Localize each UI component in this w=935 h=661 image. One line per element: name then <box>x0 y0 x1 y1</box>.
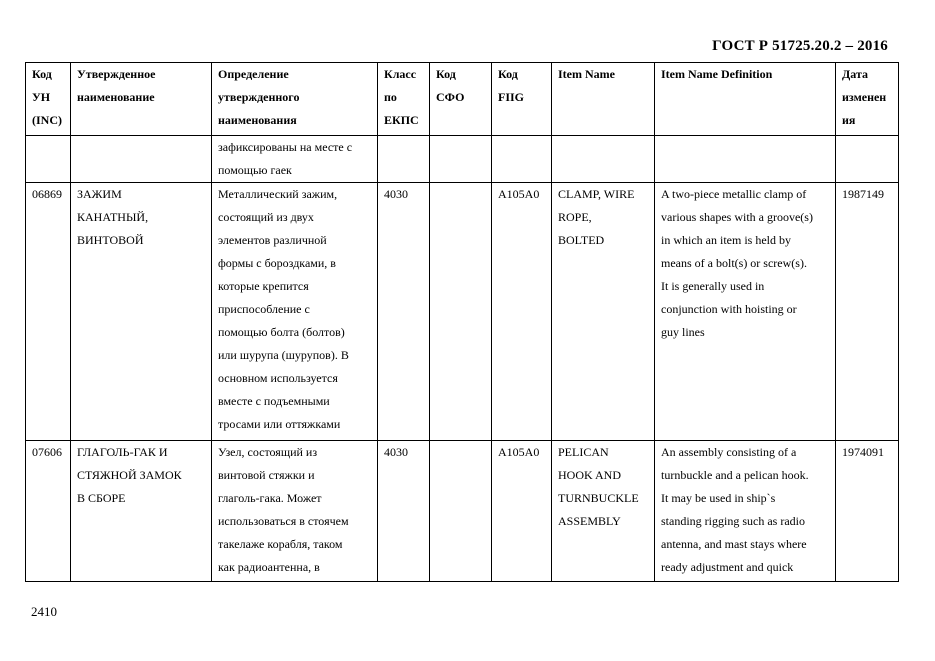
table-cell: A105A0 <box>492 441 552 582</box>
col-header-change-date: Дата изменен ия <box>836 63 899 136</box>
table-cell: 4030 <box>378 183 430 441</box>
table-cell: Узел, состоящий из винтовой стяжки и глаголь-гака. Может использоваться в стоячем такелаже корабля, таком как радиоантенна, в <box>212 441 378 582</box>
nomenclature-table <box>25 62 899 582</box>
table-cell: ГЛАГОЛЬ-ГАК И СТЯЖНОЙ ЗАМОК В СБОРЕ <box>71 441 212 582</box>
document-code: ГОСТ Р 51725.20.2 – 2016 <box>712 38 888 54</box>
table-cell: CLAMP, WIRE ROPE, BOLTED <box>552 183 655 441</box>
table-cell <box>492 136 552 183</box>
table-cell: 1974091 <box>836 441 899 582</box>
table-cell <box>655 136 836 183</box>
table-cell <box>378 136 430 183</box>
table-cell: 07606 <box>26 441 71 582</box>
table-cell: 1987149 <box>836 183 899 441</box>
page-number: 2410 <box>31 604 57 619</box>
table-cell: An assembly consisting of a turnbuckle and a pelican hook. It may be used in ship`s standing rigging such as radio antenna, and mast stays where ready adjustment and quick <box>655 441 836 582</box>
table-cell: PELICAN HOOK AND TURNBUCKLE ASSEMBLY <box>552 441 655 582</box>
col-header-ekps-class: Класс по ЕКПС <box>378 63 430 136</box>
table-cell <box>430 183 492 441</box>
col-header-fiig-code: Код FIIG <box>492 63 552 136</box>
col-header-inc-code: Код УН (INC) <box>26 63 71 136</box>
table-cell <box>836 136 899 183</box>
table-cell: ЗАЖИМ КАНАТНЫЙ, ВИНТОВОЙ <box>71 183 212 441</box>
table-cell <box>71 136 212 183</box>
col-header-item-name-definition: Item Name Definition <box>655 63 836 136</box>
table-cell: зафиксированы на месте с помощью гаек <box>212 136 378 183</box>
table-cell: A105A0 <box>492 183 552 441</box>
col-header-item-name: Item Name <box>552 63 655 136</box>
col-header-approved-name: Утвержденное наименование <box>71 63 212 136</box>
table-cell: A two-piece metallic clamp of various shapes with a groove(s) in which an item is held by means of a bolt(s) or screw(s). It is generally used in conjunction with hoisting or guy lines <box>655 183 836 441</box>
table-row <box>26 441 899 582</box>
table-cell <box>26 136 71 183</box>
table-row <box>26 183 899 441</box>
table-cell <box>552 136 655 183</box>
table-row <box>26 136 899 183</box>
table-cell <box>430 136 492 183</box>
col-header-sfo-code: Код СФО <box>430 63 492 136</box>
table-cell: 06869 <box>26 183 71 441</box>
table-cell <box>430 441 492 582</box>
col-header-definition: Определение утвержденного наименования <box>212 63 378 136</box>
table-cell: 4030 <box>378 441 430 582</box>
table-cell: Металлический зажим, состоящий из двух элементов различной формы с бороздками, в которые крепится приспособление с помощью болта (болтов) или шурупа (шурупов). В основном используется вместе с подъемными тросами или оттяжками <box>212 183 378 441</box>
table-header-row <box>26 63 899 136</box>
